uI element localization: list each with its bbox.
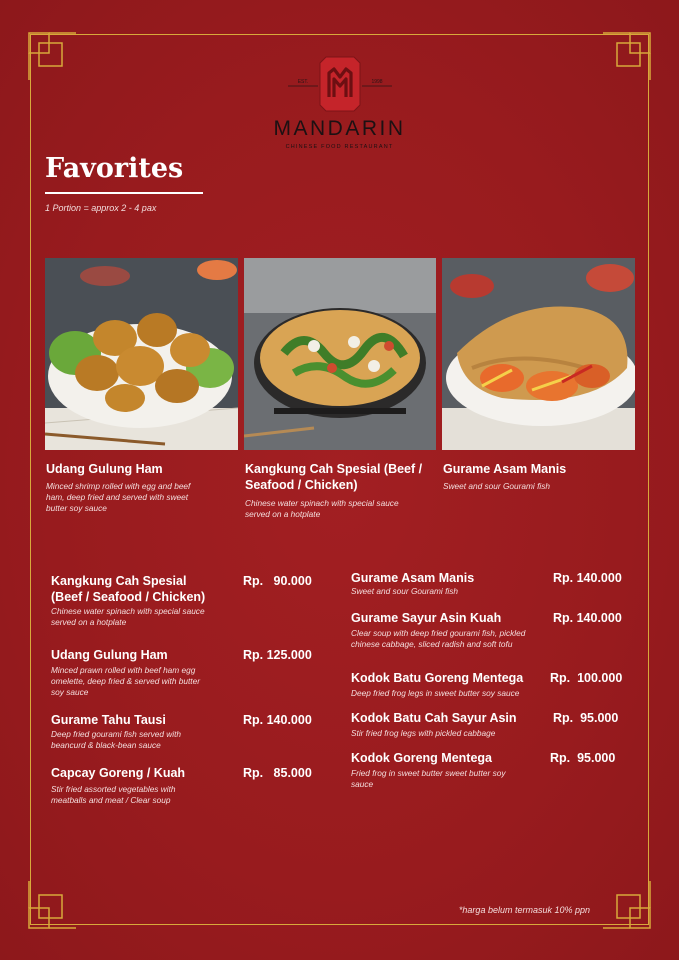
portion-note: 1 Portion = approx 2 - 4 pax	[45, 203, 157, 213]
menu-right-4-price: Rp. 95.000	[553, 711, 619, 725]
corner-ornament-bottom-right	[601, 879, 651, 929]
menu-right-3-desc: Deep fried frog legs in sweet butter soy sauce	[351, 688, 520, 698]
menu-right-5-desc: Fried frog in sweet butter sweet butter soy sauce	[351, 768, 506, 789]
menu-right-2-desc: Clear soup with deep fried gourami fish, pickled chinese cabbage, sliced radish and soft tofu	[351, 628, 526, 649]
menu-left-1-name-line-1: Kangkung Cah Spesial	[51, 574, 187, 588]
menu-left-4-price: Rp. 85.000	[243, 766, 312, 780]
featured-name-1: Udang Gulung Ham	[46, 462, 163, 476]
menu-right-1-price: Rp. 140.000	[553, 571, 622, 585]
featured-desc-3: Sweet and sour Gourami fish	[443, 481, 550, 491]
menu-right-5-price: Rp. 95.000	[550, 751, 616, 765]
menu-right-3-price: Rp. 100.000	[550, 671, 623, 685]
brand-tagline: CHINESE FOOD RESTAURANT	[285, 144, 394, 150]
menu-left-2-name: Udang Gulung Ham	[51, 648, 168, 662]
dish-photo-gurame-asam-manis	[442, 258, 635, 450]
dish-photo-udang-gulung-ham	[45, 258, 238, 450]
featured-desc-1: Minced shrimp rolled with egg and beef ham, deep fried and served with sweet butter soy sauce	[46, 481, 191, 513]
featured-name-3: Gurame Asam Manis	[443, 462, 567, 476]
menu-right-3-name: Kodok Batu Goreng Mentega	[351, 671, 524, 685]
featured-desc-2: Chinese water spinach with special sauce served on a hotplate	[245, 498, 399, 519]
menu-left-3-desc: Deep fried gourami fish served with beancurd & black-bean sauce	[51, 729, 182, 750]
menu-right-2-name: Gurame Sayur Asin Kuah	[351, 611, 502, 625]
svg-text:EST.: EST.	[297, 79, 308, 85]
menu-right-4-desc: Stir fried frog legs with pickled cabbage	[351, 728, 496, 738]
menu-left-3-price: Rp. 140.000	[243, 713, 312, 727]
menu-left-2-desc: Minced prawn rolled with beef ham egg omelette, deep fried & served with butter soy sauce	[51, 665, 200, 697]
menu-left-1-name-line-2: (Beef / Seafood / Chicken)	[51, 590, 206, 604]
menu-right-5-name: Kodok Goreng Mentega	[351, 751, 492, 765]
menu-left-1-desc: Chinese water spinach with special sauce served on a hotplate	[51, 606, 205, 627]
corner-ornament-bottom-left	[28, 879, 78, 929]
brand-name: MANDARIN	[273, 117, 406, 140]
svg-text:1998: 1998	[370, 79, 383, 85]
menu-left-4-name: Capcay Goreng / Kuah	[51, 766, 186, 780]
title-underline	[45, 192, 203, 194]
menu-left-4-desc: Stir fried assorted vegetables with meatballs and meat / Clear soup	[51, 784, 176, 805]
restaurant-logo	[0, 53, 679, 150]
menu-left-1-price: Rp. 90.000	[243, 574, 312, 588]
featured-name-2: Kangkung Cah Spesial (Beef / Seafood / Chicken)	[245, 462, 423, 492]
menu-right-1-name: Gurame Asam Manis	[351, 571, 475, 585]
menu-right-4-name: Kodok Batu Cah Sayur Asin	[351, 711, 517, 725]
dish-photo-kangkung-cah	[244, 258, 436, 450]
menu-left-2-price: Rp. 125.000	[243, 648, 312, 662]
section-title: Favorites	[45, 153, 184, 184]
menu-left-3-name: Gurame Tahu Tausi	[51, 713, 166, 727]
tax-footnote: *harga belum termasuk 10% ppn	[458, 905, 590, 915]
menu-right-2-price: Rp. 140.000	[553, 611, 622, 625]
mandarin-badge-icon	[280, 53, 400, 115]
menu-right-1-desc: Sweet and sour Gourami fish	[351, 586, 458, 596]
